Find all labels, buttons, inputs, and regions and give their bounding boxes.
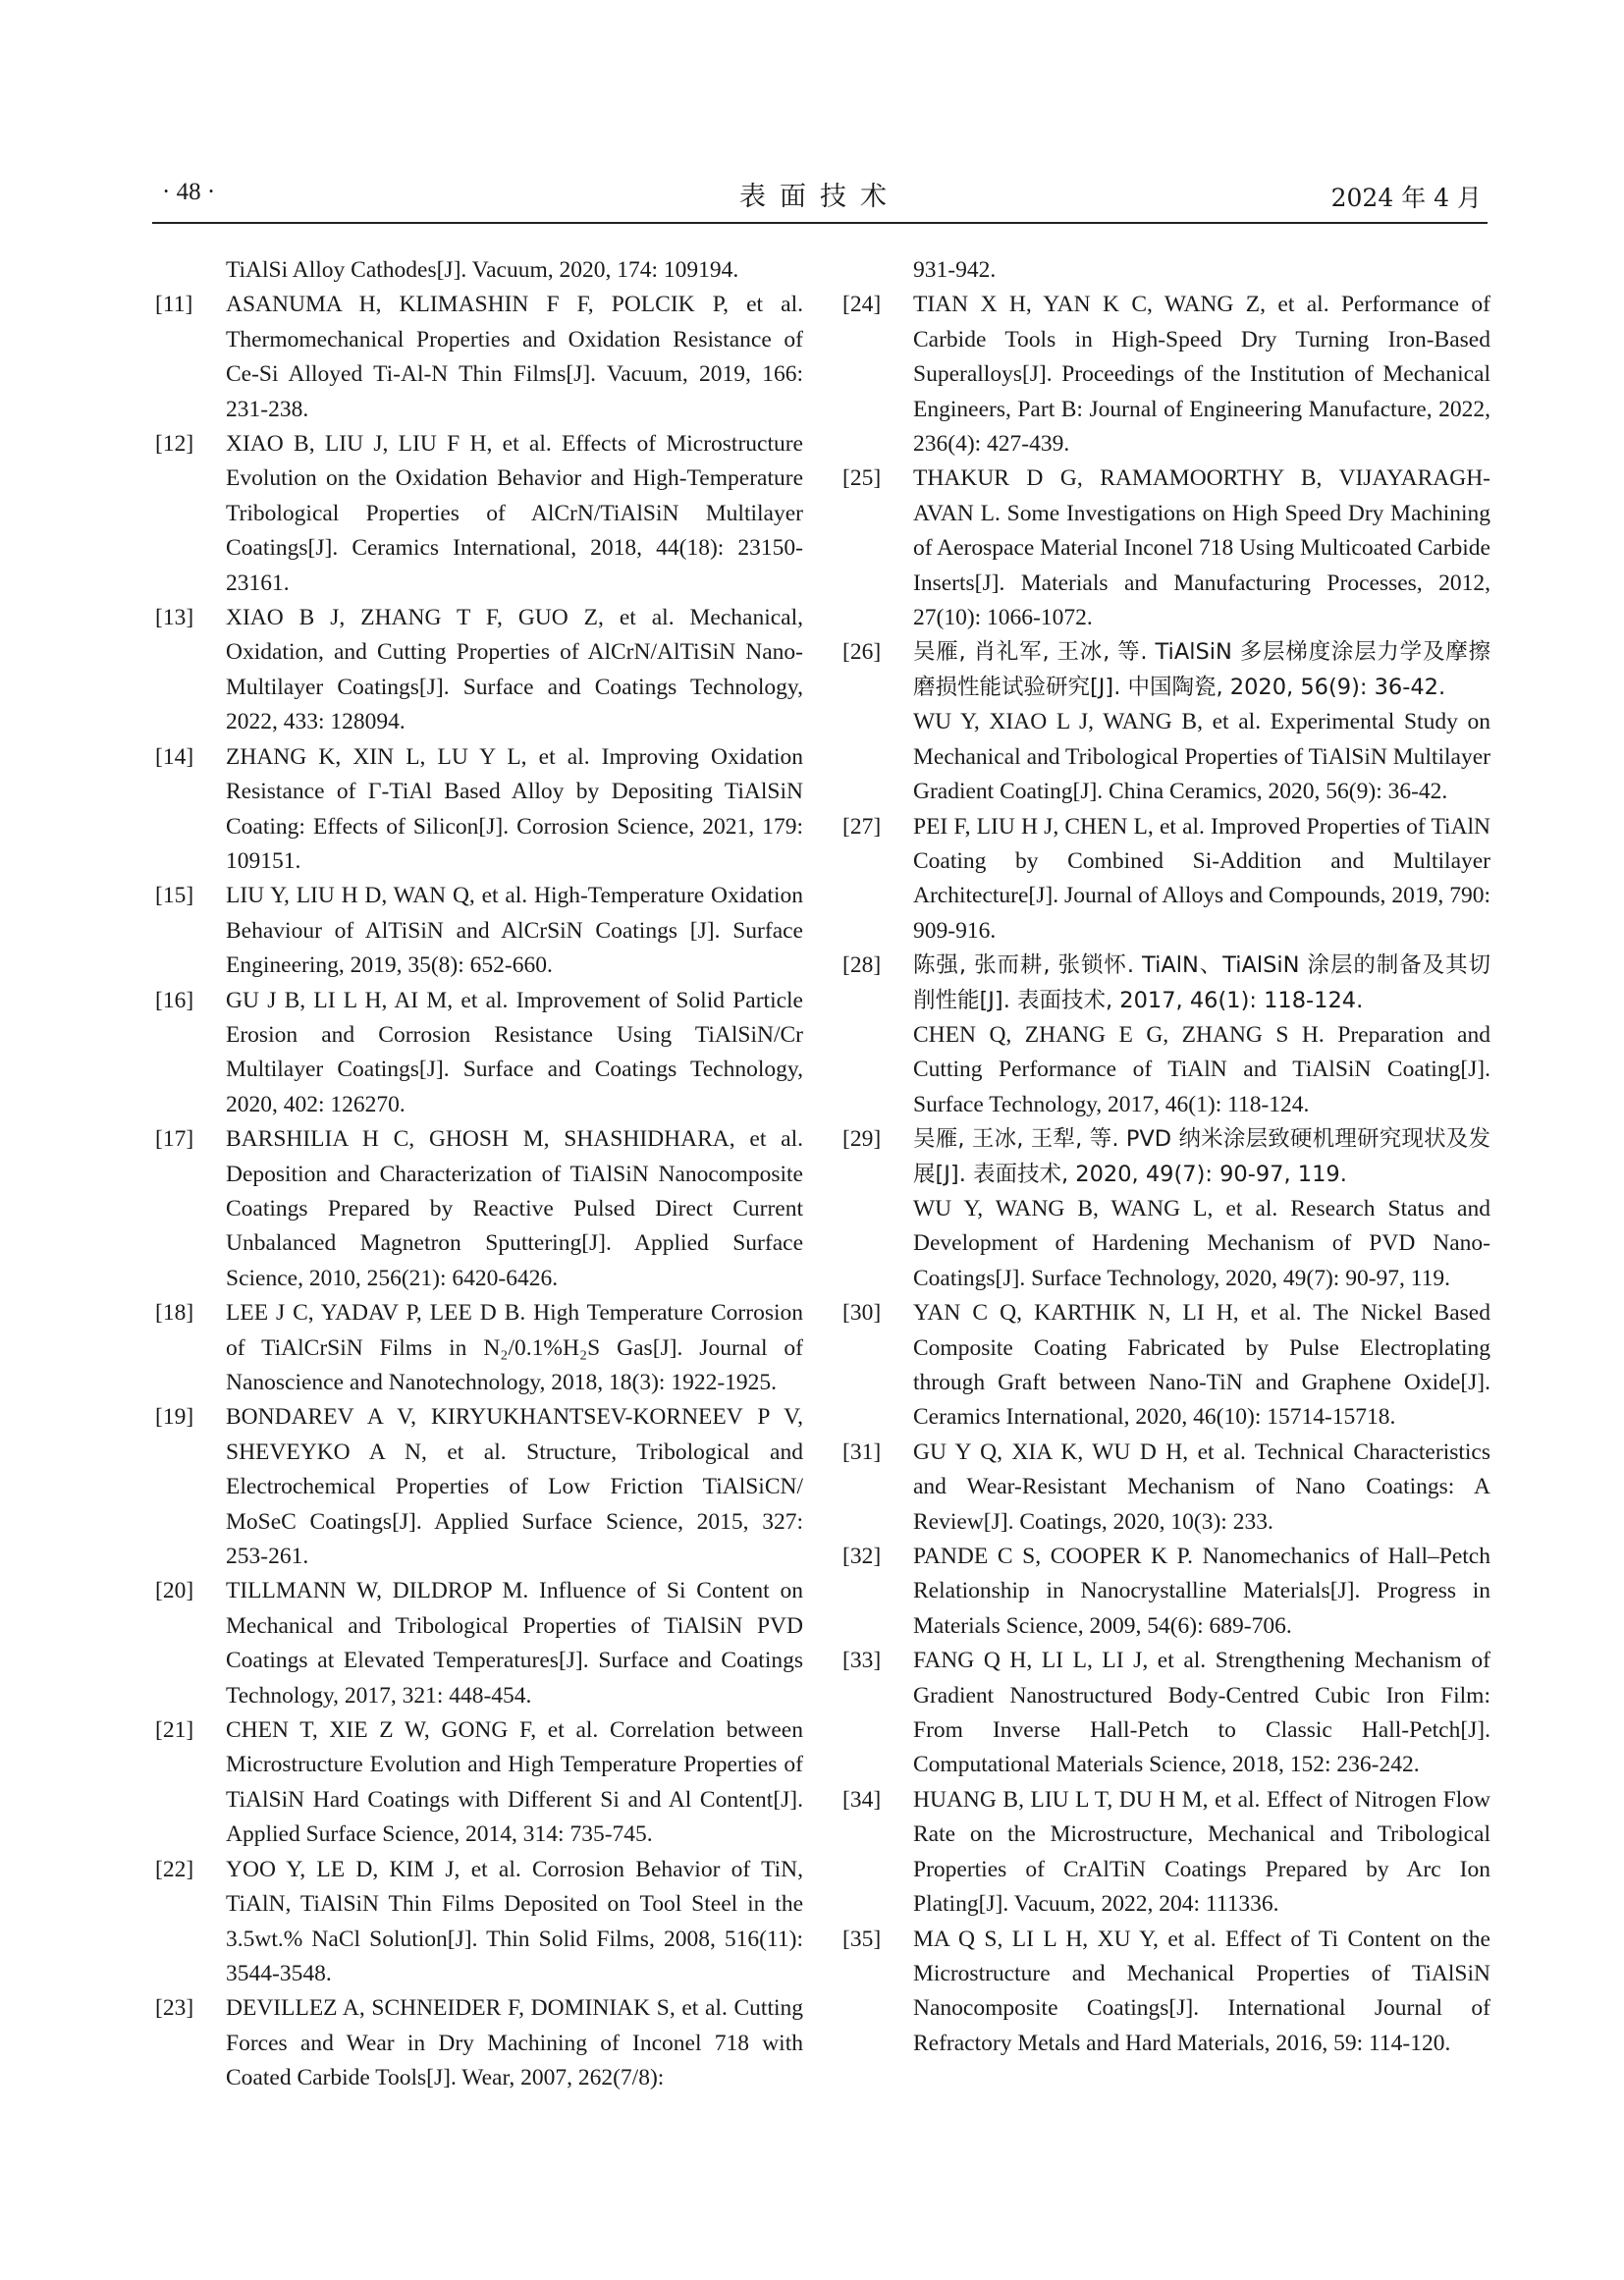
reference-entry	[842, 1644, 1490, 1783]
reference-entry	[155, 879, 803, 983]
reference-entry	[842, 253, 1490, 288]
reference-number: [31]	[842, 1439, 882, 1465]
reference-text: XIAO B, LIU J, LIU F H, et al. Effects of Microstructure Evolution on the Oxidation Behavior and High-Temperature Tribological Properties of AlCrN/TiAlSiN Multilayer Coatings[J]. Ceramics International, 2018, 44(18): 23150-23161.	[226, 431, 803, 596]
reference-entry	[155, 984, 803, 1123]
reference-number: [17]	[155, 1126, 194, 1153]
running-header	[152, 175, 1488, 224]
reference-text: XIAO B J, ZHANG T F, GUO Z, et al. Mechanical, Oxidation, and Cutting Properties of AlCrN/AlTiSiN Nano-Multilayer Coatings[J]. Surface and Coatings Technology, 2022, 433: 128094.	[226, 605, 803, 735]
reference-entry	[155, 288, 803, 427]
reference-entry	[842, 1540, 1490, 1644]
reference-number: [20]	[155, 1578, 194, 1604]
reference-number: [18]	[155, 1300, 194, 1327]
reference-text-chinese: 陈强, 张而耕, 张锁怀. TiAlN、TiAlSiN 涂层的制备及其切削性能[J]. 表面技术, 2017, 46(1): 118-124.	[913, 952, 1490, 1013]
reference-entry	[155, 1713, 803, 1853]
reference-text: TIAN X H, YAN K C, WANG Z, et al. Performance of Carbide Tools in High-Speed Dry Turning Iron-Based Superalloys[J]. Proceedings of the Institution of Mechanical Engineers, Part B: Journal of Engineering Manufacture, 2022, 236(4): 427-439.	[913, 292, 1490, 458]
reference-number: [29]	[842, 1126, 882, 1153]
reference-text: MA Q S, LI L H, XU Y, et al. Effect of Ti Content on the Microstructure and Mechanical Properties of TiAlSiN Nanocomposite Coatings[J]. International Journal of Refractory Metals and Hard Materials, 2016, 59: 114-120.	[913, 1926, 1490, 2056]
reference-entry	[842, 1296, 1490, 1436]
reference-number: [14]	[155, 743, 194, 770]
reference-text: CHEN T, XIE Z W, GONG F, et al. Correlation between Microstructure Evolution and High Temperature Properties of TiAlSiN Hard Coatings with Different Si and Al Content[J]. Applied Surface Science, 2014, 314: 735-745.	[226, 1717, 803, 1848]
reference-text: PANDE C S, COOPER K P. Nanomechanics of Hall–Petch Relationship in Nanocrystalline Materials[J]. Progress in Materials Science, 2009, 54(6): 689-706.	[913, 1544, 1490, 1639]
reference-number: [19]	[155, 1404, 194, 1431]
reference-entry	[155, 740, 803, 880]
reference-entry	[842, 635, 1490, 809]
reference-text: THAKUR D G, RAMAMOORTHY B, VIJAYARAGH-AVAN L. Some Investigations on High Speed Dry Machining of Aerospace Material Inconel 718 Using Multicoated Carbide Inserts[J]. Materials and Manufacturing Processes, 2012, 27(10): 1066-1072.	[913, 465, 1490, 631]
reference-text-chinese: 吴雁, 王冰, 王犁, 等. PVD 纳米涂层致硬机理研究现状及发展[J]. 表面技术, 2020, 49(7): 90-97, 119.	[913, 1126, 1490, 1187]
reference-number: [22]	[155, 1856, 194, 1882]
journal-title: 表面技术	[739, 182, 900, 212]
reference-number: [11]	[155, 292, 193, 318]
reference-number: [34]	[842, 1786, 882, 1813]
reference-entry	[155, 253, 803, 288]
reference-text: YOO Y, LE D, KIM J, et al. Corrosion Behavior of TiN, TiAlN, TiAlSiN Thin Films Deposited on Tool Steel in the 3.5wt.% NaCl Solution[J]. Thin Solid Films, 2008, 516(11): 3544-3548.	[226, 1856, 803, 1986]
reference-column-left	[155, 253, 803, 2096]
reference-entry	[842, 288, 1490, 461]
reference-entry	[155, 601, 803, 740]
reference-entry	[155, 1400, 803, 1574]
reference-text: YAN C Q, KARTHIK N, LI H, et al. The Nickel Based Composite Coating Fabricated by Pulse Electroplating through Graft between Nano-TiN and Graphene Oxide[J]. Ceramics International, 2020, 46(10): 15714-15718.	[913, 1300, 1490, 1431]
reference-text: LEE J C, YADAV P, LEE D B. High Temperature Corrosion of TiAlCrSiN Films in N₂/0.1%H₂S Gas[J]. Journal of Nanoscience and Nanotechnology, 2018, 18(3): 1922-1925.	[226, 1300, 803, 1395]
reference-number: [35]	[842, 1926, 882, 1952]
reference-entry	[155, 1853, 803, 1992]
reference-entry	[155, 1991, 803, 2095]
page-number: · 48 ·	[162, 179, 216, 205]
reference-text: WU Y, XIAO L J, WANG B, et al. Experimental Study on Mechanical and Tribological Properties of TiAlSiN Multilayer Gradient Coating[J]. China Ceramics, 2020, 56(9): 36-42.	[913, 709, 1490, 805]
reference-entry	[155, 1574, 803, 1713]
reference-text: DEVILLEZ A, SCHNEIDER F, DOMINIAK S, et al. Cutting Forces and Wear in Dry Machining of Inconel 718 with Coated Carbide Tools[J]. Wear, 2007, 262(7/8):	[226, 1995, 803, 2091]
reference-entry	[842, 461, 1490, 635]
reference-number: [16]	[155, 987, 194, 1013]
reference-number: [33]	[842, 1648, 882, 1674]
reference-text: GU Y Q, XIA K, WU D H, et al. Technical Characteristics and Wear-Resistant Mechanism of Nano Coatings: A Review[J]. Coatings, 2020, 10(3): 233.	[913, 1439, 1490, 1535]
reference-text: HUANG B, LIU L T, DU H M, et al. Effect of Nitrogen Flow Rate on the Microstructure, Mechanical and Tribological Properties of CrAlTiN Coatings Prepared by Arc Ion Plating[J]. Vacuum, 2022, 204: 111336.	[913, 1786, 1490, 1918]
reference-entry	[842, 1923, 1490, 2062]
reference-number: [13]	[155, 605, 194, 631]
reference-text: FANG Q H, LI L, LI J, et al. Strengthening Mechanism of Gradient Nanostructured Body-Centred Cubic Iron Film: From Inverse Hall-Petch to Classic Hall-Petch[J]. Computational Materials Science, 2018, 152: 236-242.	[913, 1648, 1490, 1778]
reference-text: TILLMANN W, DILDROP M. Influence of Si Content on Mechanical and Tribological Properties of TiAlSiN PVD Coatings at Elevated Temperatures[J]. Surface and Coatings Technology, 2017, 321: 448-454.	[226, 1578, 803, 1709]
reference-number: [32]	[842, 1544, 882, 1570]
reference-number: [25]	[842, 465, 882, 492]
reference-entry	[842, 1122, 1490, 1296]
reference-text: PEI F, LIU H J, CHEN L, et al. Improved Properties of TiAlN Coating by Combined Si-Addition and Multilayer Architecture[J]. Journal of Alloys and Compounds, 2019, 790: 909-916.	[913, 813, 1490, 944]
reference-number: [24]	[842, 292, 882, 318]
reference-text: GU J B, LI L H, AI M, et al. Improvement of Solid Particle Erosion and Corrosion Resistance Using TiAlSiN/Cr Multilayer Coatings[J]. Surface and Coatings Technology, 2020, 402: 126270.	[226, 987, 803, 1117]
reference-number: [26]	[842, 639, 882, 666]
reference-number: [23]	[155, 1995, 194, 2022]
reference-entry	[155, 427, 803, 601]
reference-entry	[842, 1436, 1490, 1540]
reference-text: BARSHILIA H C, GHOSH M, SHASHIDHARA, et al. Deposition and Characterization of TiAlSiN Nanocomposite Coatings Prepared by Reactive Pulsed Direct Current Unbalanced Magnetron Sputtering[J]. Applied Surface Science, 2010, 256(21): 6420-6426.	[226, 1126, 803, 1291]
reference-column-right	[842, 253, 1490, 2061]
reference-text: 931-942.	[913, 257, 997, 283]
reference-entry	[842, 1783, 1490, 1923]
reference-text: CHEN Q, ZHANG E G, ZHANG S H. Preparation and Cutting Performance of TiAlN and TiAlSiN Coating[J]. Surface Technology, 2017, 46(1): 118-124.	[913, 1021, 1490, 1117]
reference-number: [28]	[842, 952, 882, 979]
reference-text: LIU Y, LIU H D, WAN Q, et al. High-Temperature Oxidation Behaviour of AlTiSiN and AlCrSiN Coatings [J]. Surface Engineering, 2019, 35(8): 652-660.	[226, 883, 803, 979]
reference-number: [27]	[842, 813, 882, 840]
reference-text-chinese: 吴雁, 肖礼军, 王冰, 等. TiAlSiN 多层梯度涂层力学及摩擦磨损性能试验研究[J]. 中国陶瓷, 2020, 56(9): 36-42.	[913, 639, 1490, 700]
reference-number: [12]	[155, 431, 194, 458]
reference-entry	[842, 810, 1490, 950]
reference-entry	[155, 1296, 803, 1400]
reference-number: [30]	[842, 1300, 882, 1327]
reference-number: [21]	[155, 1717, 194, 1744]
reference-number: [15]	[155, 883, 194, 909]
reference-entry	[155, 1122, 803, 1296]
reference-text: ZHANG K, XIN L, LU Y L, et al. Improving Oxidation Resistance of Γ-TiAl Based Alloy by Depositing TiAlSiN Coating: Effects of Silicon[J]. Corrosion Science, 2021, 179: 109151.	[226, 743, 803, 874]
issue-date: 2024 年 4 月	[1330, 184, 1482, 212]
reference-text: BONDAREV A V, KIRYUKHANTSEV-KORNEEV P V, SHEVEYKO A N, et al. Structure, Tribological and Electrochemical Properties of Low Friction TiAlSiCN/ MoSeC Coatings[J]. Applied Surface Science, 2015, 327: 253-261.	[226, 1404, 803, 1570]
reference-text: ASANUMA H, KLIMASHIN F F, POLCIK P, et al. Thermomechanical Properties and Oxidation Resistance of Ce-Si Alloyed Ti-Al-N Thin Films[J]. Vacuum, 2019, 166: 231-238.	[226, 292, 803, 422]
reference-text: TiAlSi Alloy Cathodes[J]. Vacuum, 2020, 174: 109194.	[226, 257, 739, 283]
reference-text: WU Y, WANG B, WANG L, et al. Research Status and Development of Hardening Mechanism of PVD Nano-Coatings[J]. Surface Technology, 2020, 49(7): 90-97, 119.	[913, 1195, 1490, 1291]
reference-entry	[842, 949, 1490, 1122]
